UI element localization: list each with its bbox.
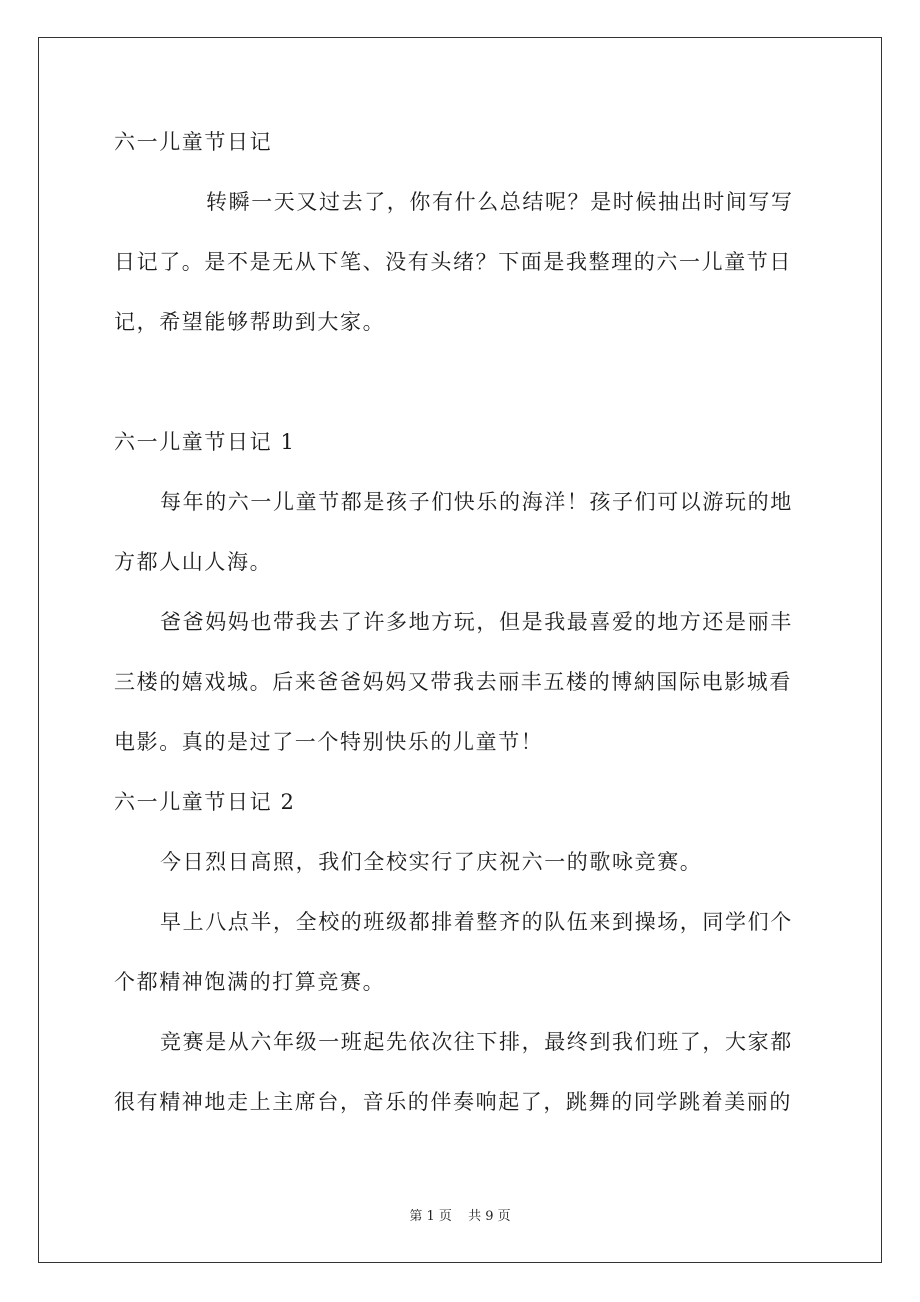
paragraph-line: 每年的六一儿童节都是孩子们快乐的海洋！孩子们可以游玩的地 [160, 490, 793, 514]
section-heading-2: 六一儿童节日记 2 [114, 790, 296, 814]
paragraph-line: 竞赛是从六年级一班起先依次往下排，最终到我们班了，大家都 [160, 1030, 793, 1054]
paragraph-line: 早上八点半，全校的班级都排着整齐的队伍来到操场，同学们个 [160, 910, 793, 934]
page-total: 共 9 页 [468, 1209, 511, 1224]
document-title: 六一儿童节日记 [114, 130, 273, 154]
paragraph-line: 个都精神饱满的打算竞赛。 [114, 970, 386, 994]
paragraph-line: 今日烈日高照，我们全校实行了庆祝六一的歌咏竞赛。 [160, 850, 703, 874]
paragraph-line: 很有精神地走上主席台，音乐的伴奏响起了，跳舞的同学跳着美丽的 [114, 1090, 792, 1114]
paragraph-line: 三楼的嬉戏城。后来爸爸妈妈又带我去丽丰五楼的博納国际电影城看 [114, 670, 792, 694]
page-number: 第 1 页 [409, 1209, 452, 1224]
paragraph-line: 记，希望能够帮助到大家。 [114, 310, 386, 334]
section-heading-1: 六一儿童节日记 1 [114, 430, 296, 454]
paragraph-line: 日记了。是不是无从下笔、没有头绪？下面是我整理的六一儿童节日 [114, 250, 792, 274]
paragraph-line: 方都人山人海。 [114, 550, 273, 574]
page-border [38, 37, 882, 1263]
paragraph-line: 转瞬一天又过去了，你有什么总结呢？是时候抽出时间写写 [206, 190, 794, 214]
page-footer [0, 1205, 920, 1224]
paragraph-line: 电影。真的是过了一个特别快乐的儿童节！ [114, 730, 544, 754]
paragraph-line: 爸爸妈妈也带我去了许多地方玩，但是我最喜爱的地方还是丽丰 [160, 610, 793, 634]
